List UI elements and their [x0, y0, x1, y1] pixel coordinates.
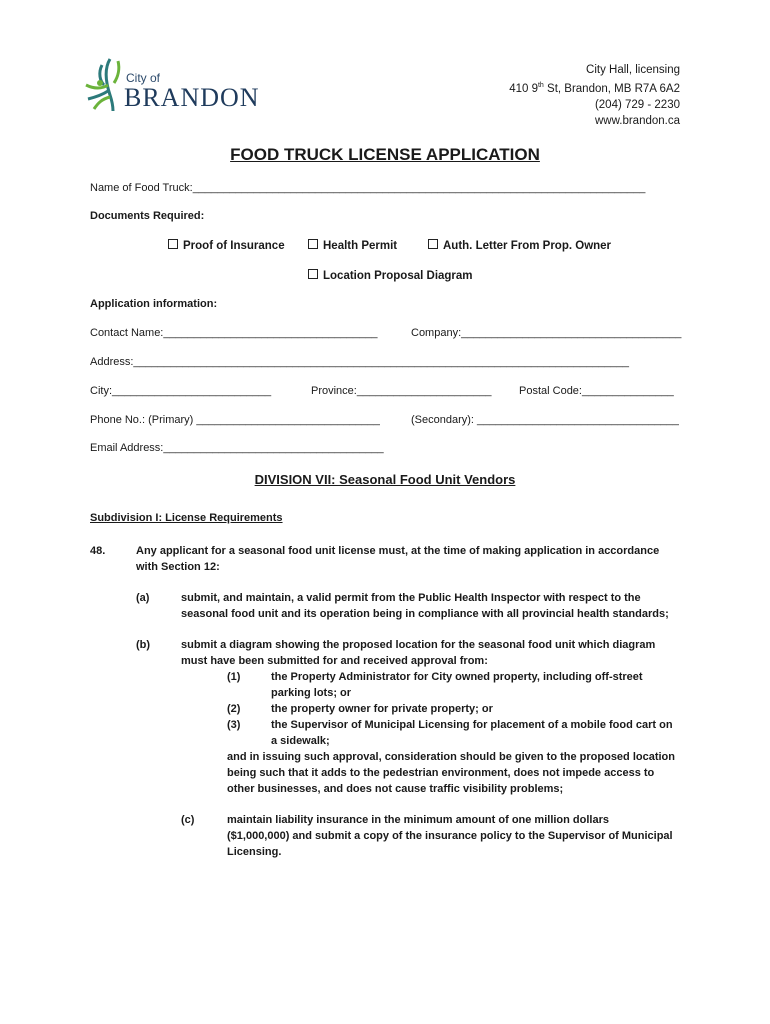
address-block	[509, 62, 680, 129]
checkbox-box-icon[interactable]	[308, 239, 318, 249]
item-b-label: (b)	[136, 639, 151, 651]
section-number: 48.	[90, 545, 106, 557]
address-line-1: City Hall, licensing	[586, 64, 680, 76]
item-b-text: submit a diagram showing the proposed location for the seasonal food unit which diagram must have been submitted for and received approval from:	[181, 639, 656, 667]
checkbox-box-icon[interactable]	[168, 239, 178, 249]
contact-name-field[interactable]: Contact Name:___________________________________	[90, 327, 378, 339]
item-b3-text: the Supervisor of Municipal Licensing for placement of a mobile food cart on a sidewalk;	[271, 719, 673, 747]
checkbox-box-icon[interactable]	[428, 239, 438, 249]
email-field[interactable]: Email Address:____________________________________	[90, 442, 384, 454]
item-b1-text: the Property Administrator for City owned property, including off-street parking lots; or	[271, 671, 643, 699]
item-b3-label: (3)	[227, 719, 241, 731]
item-a-label: (a)	[136, 592, 150, 604]
page-title: FOOD TRUCK LICENSE APPLICATION	[230, 145, 540, 164]
item-b2-text: the property owner for private property; or	[271, 703, 493, 715]
logo-brandon: BRANDON	[124, 83, 260, 112]
city-field[interactable]: City:__________________________	[90, 385, 272, 397]
checkbox-health-permit[interactable]: Health Permit	[308, 239, 397, 252]
item-a-text: submit, and maintain, a valid permit from the Public Health Inspector with respect to the seasonal food unit and its operation being in compliance with all provincial health standards;	[181, 592, 669, 620]
checkbox-box-icon[interactable]	[308, 269, 318, 279]
address-web[interactable]: www.brandon.ca	[594, 114, 680, 127]
division-heading: DIVISION VII: Seasonal Food Unit Vendors	[254, 472, 516, 487]
checkbox-auth-letter[interactable]: Auth. Letter From Prop. Owner	[428, 239, 611, 252]
application-information-heading: Application information:	[90, 298, 218, 310]
checkbox-proof-of-insurance[interactable]: Proof of Insurance	[168, 239, 285, 252]
company-field[interactable]: Company:____________________________________	[411, 327, 682, 339]
item-c-label: (c)	[181, 814, 195, 826]
postal-code-field[interactable]: Postal Code:_______________	[519, 385, 674, 397]
phone-secondary-field[interactable]: (Secondary): _________________________________	[411, 414, 679, 426]
item-c-text: maintain liability insurance in the minimum amount of one million dollars ($1,000,000) and submit a copy of the insurance policy to the Supervisor of Municipal Licensing.	[227, 814, 673, 858]
section-intro: Any applicant for a seasonal food unit license must, at the time of making application in accordance with Section 12:	[136, 545, 660, 573]
address-field[interactable]: Address:_________________________________________________________________________________	[90, 356, 629, 368]
subdivision-heading: Subdivision I: License Requirements	[90, 512, 283, 524]
province-field[interactable]: Province:______________________	[311, 385, 492, 397]
documents-required-heading: Documents Required:	[90, 210, 205, 222]
logo-city-of: City of	[126, 71, 161, 85]
checkbox-location-diagram[interactable]: Location Proposal Diagram	[308, 269, 473, 282]
food-truck-name-field[interactable]: Name of Food Truck:__________________________________________________________________________	[90, 182, 646, 194]
city-logo	[80, 55, 275, 115]
item-b-continuation: and in issuing such approval, consideration should be given to the proposed location being such that it adds to the pedestrian environment, does not impede access to other businesses, and does not cause traffic visibility problems;	[227, 751, 675, 795]
item-b2-label: (2)	[227, 703, 241, 715]
address-phone: (204) 729 - 2230	[594, 98, 680, 111]
address-line-2: 410 9th St, Brandon, MB R7A 6A2	[509, 82, 680, 95]
phone-primary-field[interactable]: Phone No.: (Primary) ______________________________	[90, 414, 380, 426]
item-b1-label: (1)	[227, 671, 241, 683]
